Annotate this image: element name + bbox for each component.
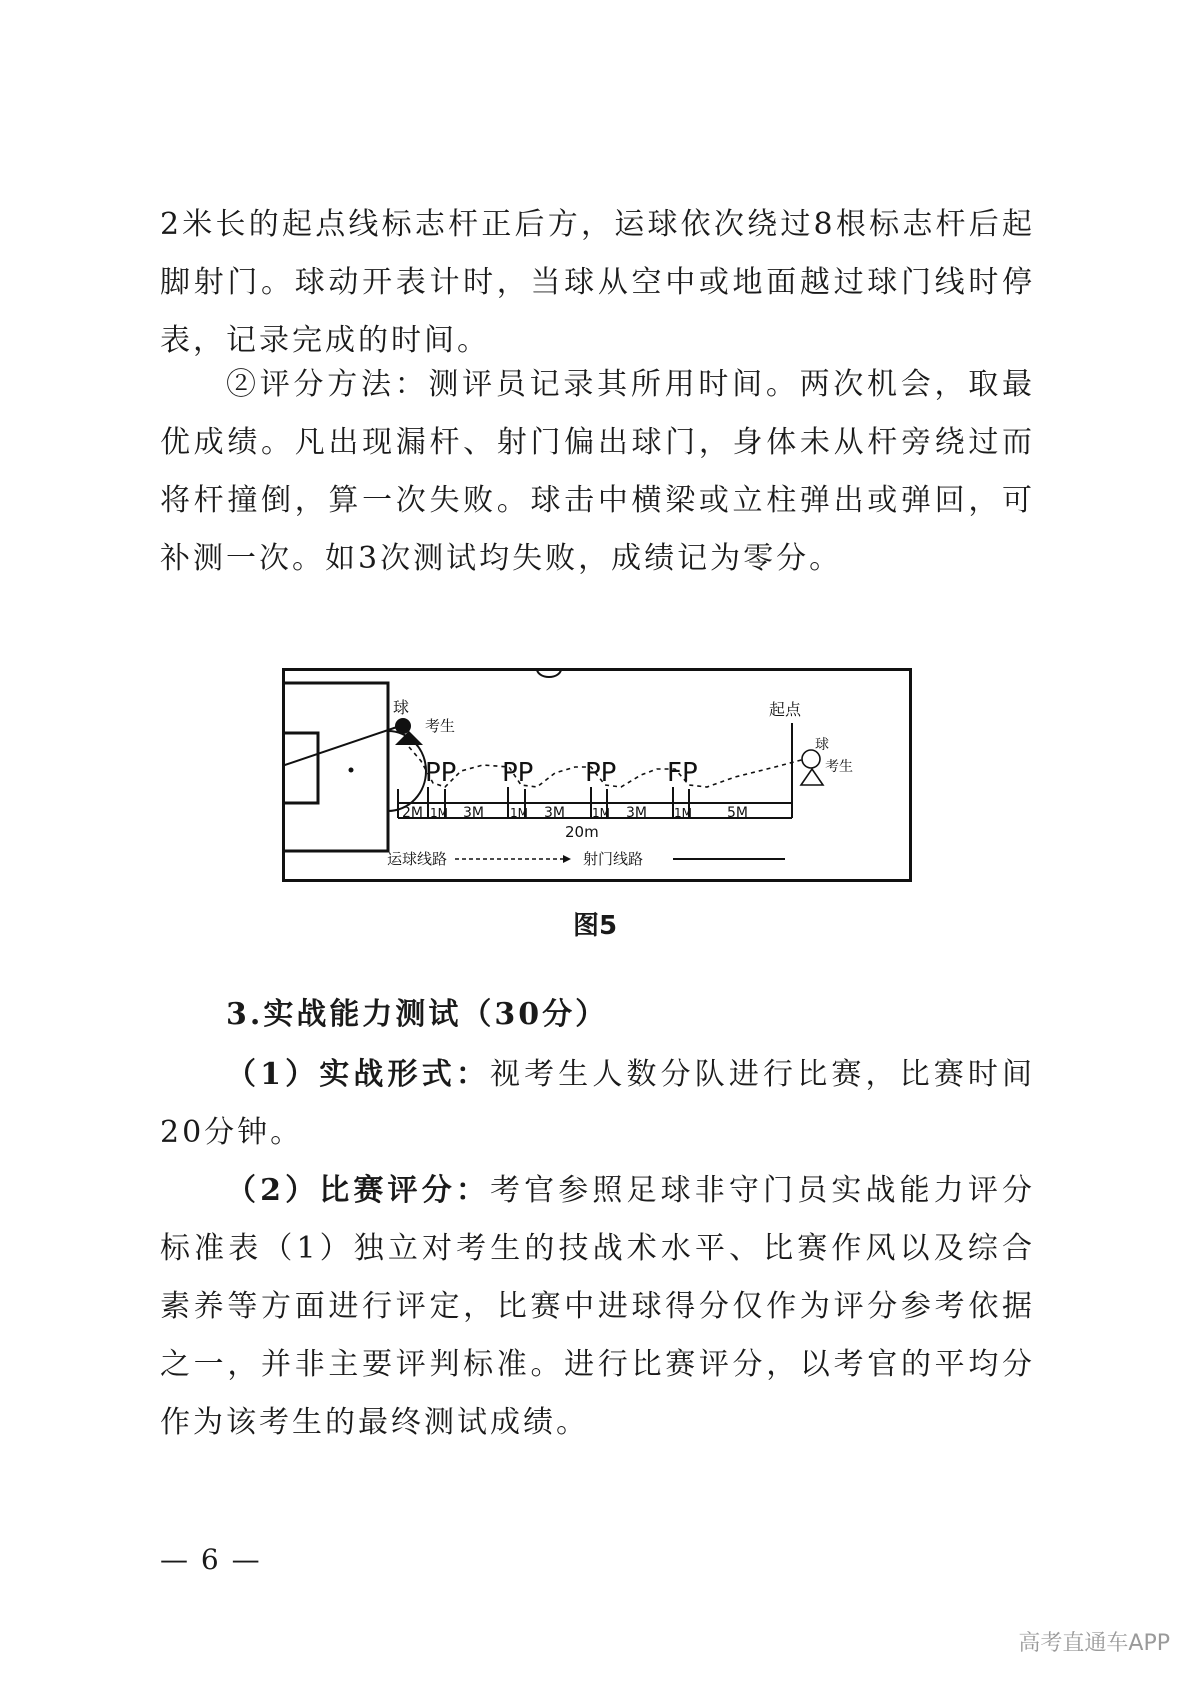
page-number: — 6 — <box>160 1543 262 1576</box>
paragraph-format <box>160 1046 1035 1162</box>
segment-label: 1M <box>510 806 528 820</box>
format-text: 视考生人数分队进行比赛，比赛时间20分钟。 <box>160 1057 1036 1150</box>
figure-caption: 图5 <box>572 911 618 941</box>
examinee-label: 考生 <box>425 717 456 735</box>
scoring-label: （2）比赛评分： <box>226 1173 490 1208</box>
pole-label: PP <box>585 758 617 788</box>
segment-label: 2M <box>402 805 423 821</box>
paragraph-scoring-method: ②评分方法：测评员记录其所用时间。两次机会，取最优成绩。凡出现漏杆、射门偏出球门，身体未从杆旁绕过而将杆撞倒，算一次失败。球击中横梁或立柱弹出或弹回，可补测一次。如3次测试均失败，成绩记为零分。 <box>160 367 1035 576</box>
segment-label: 5M <box>727 805 748 821</box>
goal-area <box>285 733 318 803</box>
paragraph-match-scoring <box>160 1162 1035 1452</box>
examinee-icon <box>801 769 823 785</box>
dribbling-course-diagram <box>282 668 912 882</box>
legend-shot: 射门线路 <box>583 850 644 868</box>
halfway-arc <box>537 671 561 677</box>
segment-label: 1M <box>592 806 610 820</box>
ball-label: 球 <box>393 698 410 717</box>
start-label: 起点 <box>769 700 802 719</box>
pole-label: PP <box>425 758 457 788</box>
scoring-text: 考官参照足球非守门员实战能力评分标准表（1）独立对考生的技战术水平、比赛作风以及综合素养等方面进行评定，比赛中进球得分仅作为评分参考依据之一，并非主要评判标准。进行比赛评分，以考官的平均分作为该考生的最终测试成绩。 <box>160 1173 1036 1440</box>
segment-label: 1M <box>430 806 448 820</box>
watermark: 高考直通车APP <box>1018 1631 1170 1656</box>
legend-dribble: 运球线路 <box>387 850 448 868</box>
arrow-icon <box>563 855 571 863</box>
segment-label: 1M <box>674 806 692 820</box>
segment-label: 3M <box>463 805 484 821</box>
segment-label: 3M <box>544 805 565 821</box>
total-distance: 20m <box>565 823 599 841</box>
section-heading: 3.实战能力测试（30分） <box>226 997 609 1032</box>
penalty-spot <box>349 768 354 773</box>
ball-label: 球 <box>815 737 829 753</box>
pole-label: FP <box>667 758 698 788</box>
format-label: （1）实战形式： <box>226 1057 490 1092</box>
pole-label: PP <box>502 758 534 788</box>
penalty-area <box>285 683 388 851</box>
examinee-label: 考生 <box>825 759 853 775</box>
paragraph-test-procedure: 2米长的起点线标志杆正后方，运球依次绕过8根标志杆后起脚射门。球动开表计时，当球从空中或地面越过球门线时停表，记录完成的时间。 <box>160 207 1035 358</box>
segment-label: 3M <box>626 805 647 821</box>
